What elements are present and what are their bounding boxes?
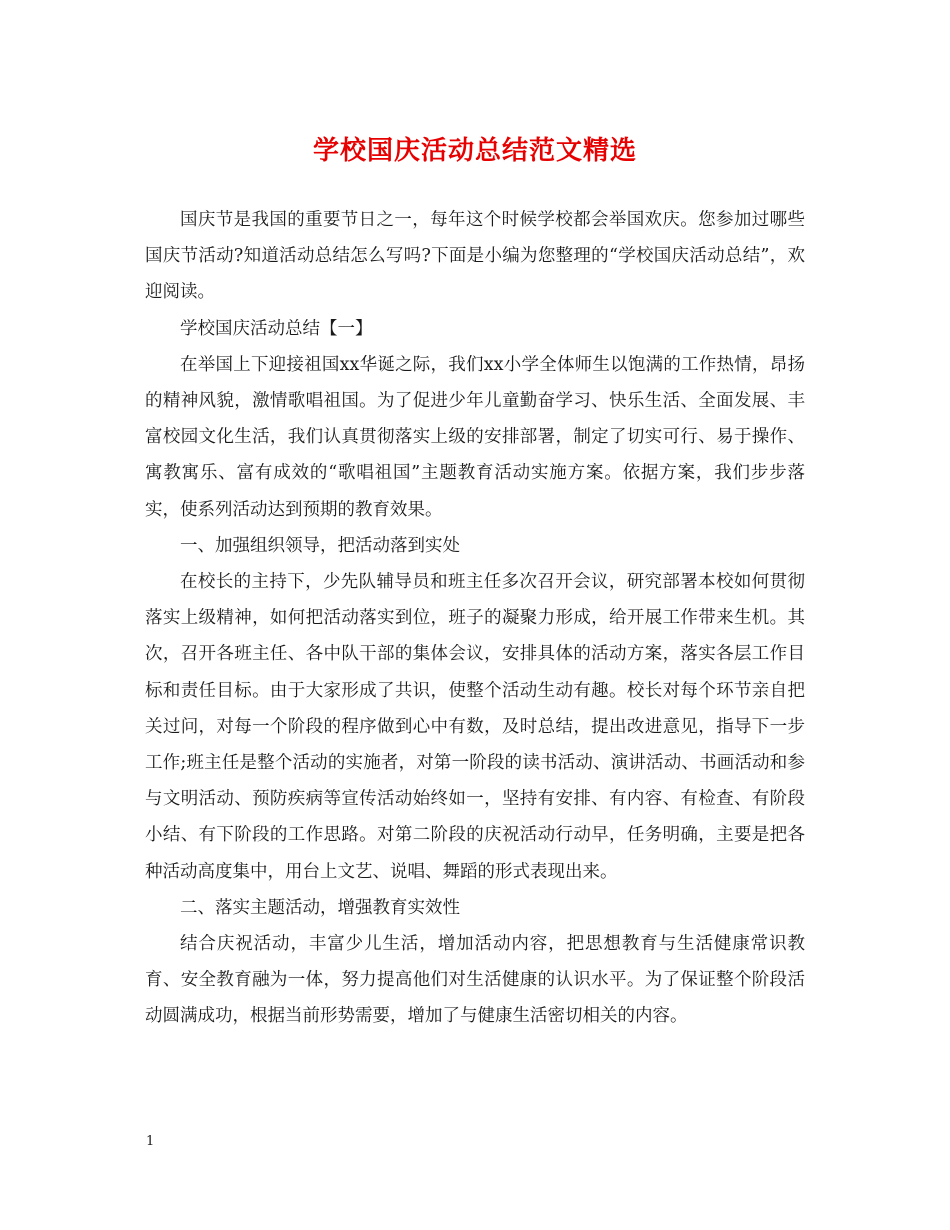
page-number: 1: [146, 1134, 155, 1149]
document-body: [145, 202, 805, 1035]
document-title: 学校国庆活动总结范文精选: [312, 136, 637, 166]
body-paragraph: 结合庆祝活动，丰富少儿生活，增加活动内容，把思想教育与生活健康常识教育、安全教育融为一体，努力提高他们对生活健康的认识水平。为了保证整个阶段活动圆满成功，根据当前形势需要，增加了与健康生活密切相关的内容。: [145, 934, 805, 1027]
section-heading: 一、加强组织领导，把活动落到实处: [180, 535, 460, 556]
section-heading: 二、落实主题活动，增强教育实效性: [180, 897, 460, 918]
body-paragraph: 在举国上下迎接祖国xx华诞之际，我们xx小学全体师生以饱满的工作热情，昂扬的精神风貌，激情歌唱祖国。为了促进少年儿童勤奋学习、快乐生活、全面发展、丰富校园文化生活，我们认真贯彻落实上级的安排部署，制定了切实可行、易于操作、寓教寓乐、富有成效的“歌唱祖国”主题教育活动实施方案。依据方案，我们步步落实，使系列活动达到预期的教育效果。: [145, 354, 805, 520]
body-paragraph: 在校长的主持下，少先队辅导员和班主任多次召开会议，研究部署本校如何贯彻落实上级精神，如何把活动落实到位，班子的凝聚力形成，给开展工作带来生机。其次，召开各班主任、各中队干部的集体会议，安排具体的活动方案，落实各层工作目标和责任目标。由于大家形成了共识，使整个活动生动有趣。校长对每个环节亲自把关过问，对每一个阶段的程序做到心中有数，及时总结，提出改进意见，指导下一步工作;班主任是整个活动的实施者，对第一阶段的读书活动、演讲活动、书画活动和参与文明活动、预防疾病等宣传活动始终如一，坚持有安排、有内容、有检查、有阶段小结、有下阶段的工作思路。对第二阶段的庆祝活动行动早，任务明确，主要是把各种活动高度集中，用台上文艺、说唱、舞蹈的形式表现出来。: [145, 572, 805, 882]
intro-paragraph: 国庆节是我国的重要节日之一，每年这个时候学校都会举国欢庆。您参加过哪些国庆节活动?知道活动总结怎么写吗?下面是小编为您整理的“学校国庆活动总结”，欢迎阅读。: [145, 210, 805, 303]
section-heading: 学校国庆活动总结【一】: [180, 318, 373, 339]
